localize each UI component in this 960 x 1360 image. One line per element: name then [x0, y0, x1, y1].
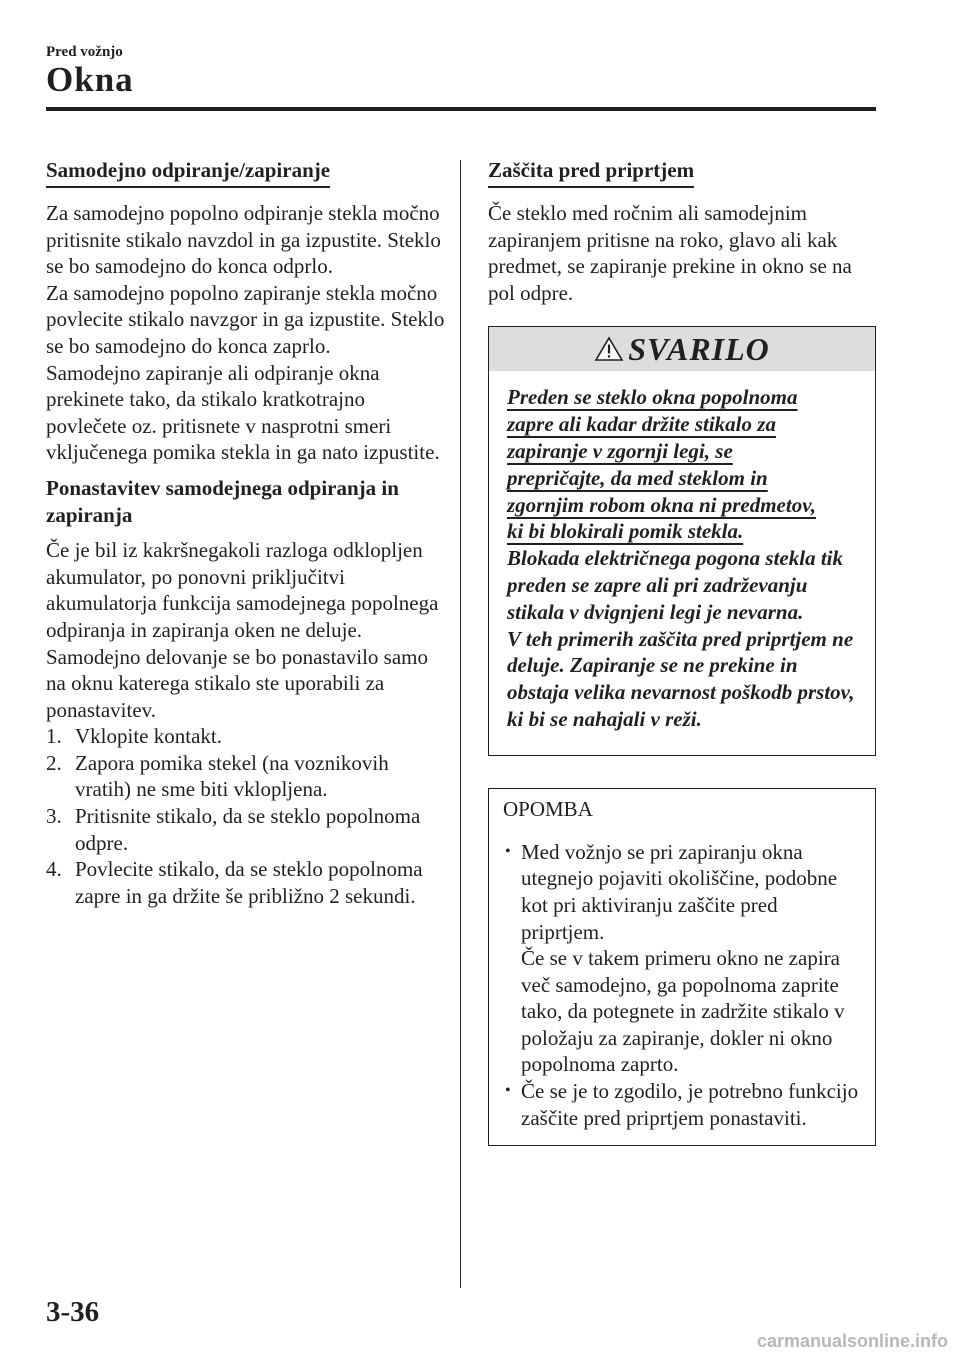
column-divider: [460, 160, 461, 1288]
note-list: [489, 833, 875, 1132]
list-item: 2. Zapora pomika stekel (na voznikovih vratih) ne sme biti vklopljena.: [46, 750, 389, 802]
page-number: 3-36: [46, 1296, 100, 1328]
left-column: [46, 158, 446, 909]
paragraph: Če je bil iz kakršnegakoli razloga odklopljen akumulator, po ponovni priključitvi akumulatorja funkcija samodejnega popolnega odpiranja in zapiranja oken ne deluje.: [46, 538, 439, 642]
right-column: [488, 158, 878, 1146]
header-rule: [46, 107, 876, 111]
watermark: carmanualsonline.info: [756, 1331, 948, 1351]
warning-text: Preden se steklo okna popolnoma zapre ali kadar držite stikalo za zapiranje v zgornji legi, se prepričajte, da med steklom in zgornjim robom okna ni predmetov, ki bi blokirali pomik stekla. Blokada električnega pogona stekla tik preden se zapre ali pri zadrževanju stikala v dvignjeni legi je nevarna. V teh primerih zaščita pred priprtjem ne deluje. Zapiranje se ne prekine in obstaja velika nevarnost poškodb prstov, ki bi se nahajali v reži.: [507, 385, 855, 731]
section-label: Pred vožnjo: [46, 44, 123, 60]
warning-box: [488, 326, 876, 755]
list-item: 4. Povlecite stikalo, da se steklo popolnoma zapre in ga držite še približno 2 sekundi.: [46, 857, 423, 908]
list-item: 1. Vklopite kontakt.: [46, 724, 222, 749]
paragraph: Če steklo med ročnim ali samodejnim zapiranjem pritisne na roko, glavo ali kak predmet, se zapiranje prekine in okno se na pol odpre.: [488, 201, 852, 305]
paragraph: Samodejno zapiranje ali odpiranje okna prekinete tako, da stikalo kratkotrajno povlečete oz. pritisnete v nasprotni smeri vključenega pomika stekla in ga nato izpustite.: [46, 360, 440, 465]
note-title: OPOMBA: [503, 796, 593, 821]
list-item: • Med vožnjo se pri zapiranju okna utegnejo pojaviti okoliščine, podobne kot pri aktiviranju zaščite pred priprtjem. Če se v takem primeru okno ne zapira več samodejno, ga popolnoma zaprite tako, da potegnete in zadržite stikalo v položaju za zapiranje, dokler ni okno popolnoma zaprto.: [505, 839, 845, 1077]
warning-header: [489, 327, 875, 371]
list-item: • Če se je to zgodilo, je potrebno funkcijo zaščite pred priprtjem ponastaviti.: [505, 1079, 859, 1130]
warning-title: SVARILO: [628, 330, 770, 367]
paragraph: Samodejno delovanje se bo ponastavilo samo na oknu katerega stikalo ste uporabili za ponastavitev.: [46, 644, 429, 722]
bullet-icon: •: [505, 842, 511, 860]
reset-steps-list: [46, 723, 446, 909]
note-box: [488, 788, 876, 1147]
subheading-reset: Ponastavitev samodejnega odpiranja in zapiranja: [46, 475, 399, 527]
bullet-icon: •: [505, 1082, 511, 1100]
paragraph: Za samodejno popolno odpiranje stekla močno pritisnite stikalo navzdol in ga izpustite. Steklo se bo samodejno do konca odprlo.: [46, 201, 441, 279]
page-title: Okna: [46, 60, 134, 99]
section-heading-auto: Samodejno odpiranje/zapiranje: [46, 158, 330, 188]
warning-triangle-icon: [594, 336, 624, 362]
paragraph: Za samodejno popolno zapiranje stekla močno povlecite stikalo navzgor in ga izpustite. Steklo se bo samodejno do konca zaprlo.: [46, 280, 445, 358]
section-heading-pinch: Zaščita pred priprtjem: [488, 158, 694, 188]
list-item: 3. Pritisnite stikalo, da se steklo popolnoma odpre.: [46, 804, 421, 855]
